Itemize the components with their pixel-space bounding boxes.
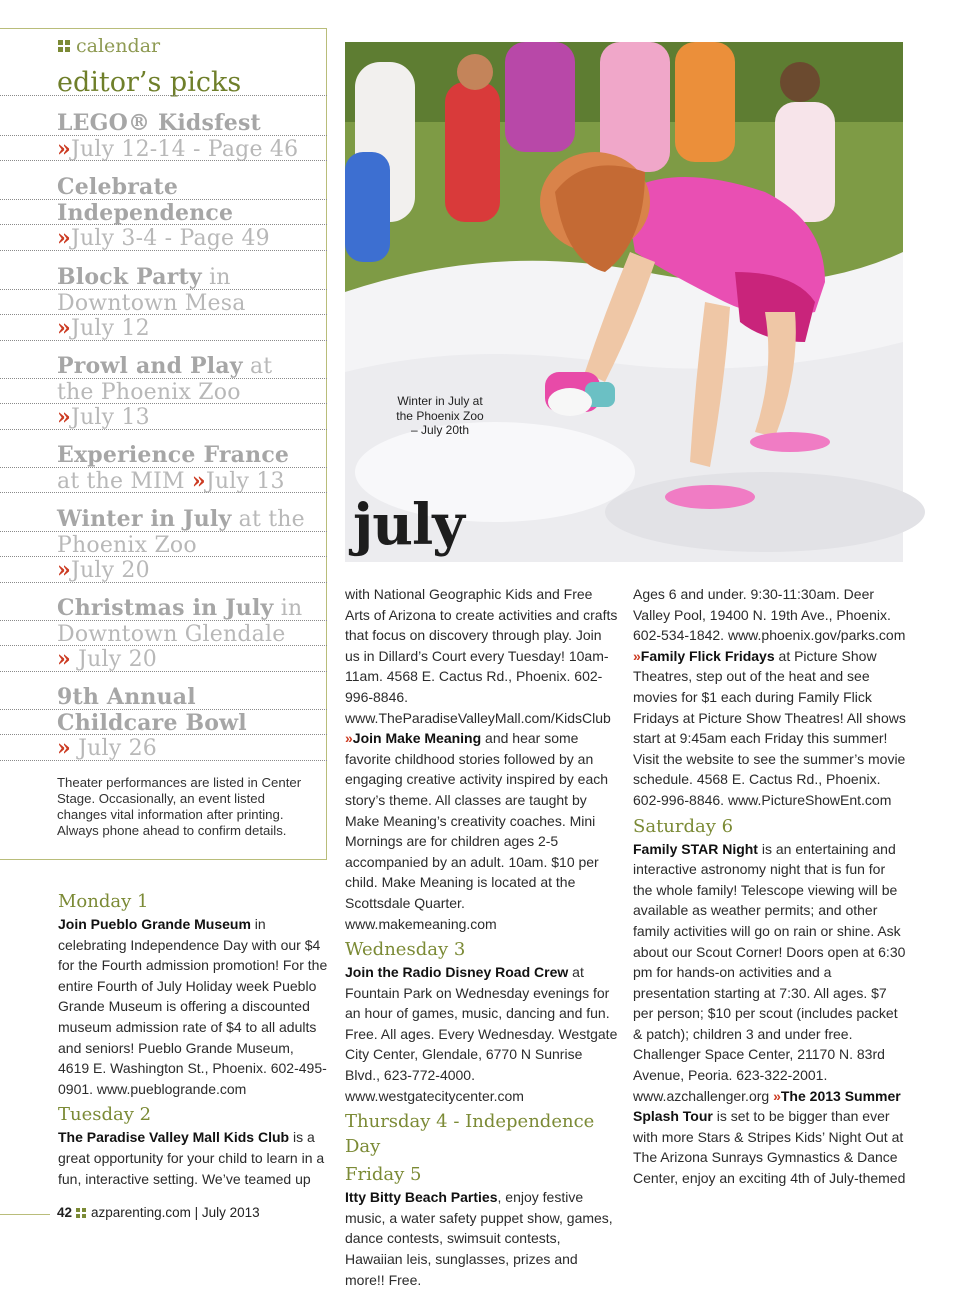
pick-item bbox=[57, 265, 246, 342]
chevron-icon: » bbox=[57, 646, 71, 672]
pick-line bbox=[57, 201, 270, 227]
pick-line bbox=[57, 226, 270, 252]
page-footer bbox=[0, 1205, 260, 1225]
pick-title: Celebrate bbox=[57, 174, 179, 200]
pick-line bbox=[57, 647, 302, 673]
dotted-rule bbox=[0, 95, 327, 96]
day-heading: Friday 5 bbox=[345, 1164, 422, 1186]
pick-text: at the bbox=[231, 507, 305, 532]
event-title: The 2013 Summer Splash Tour bbox=[633, 1087, 901, 1125]
pick-item bbox=[57, 596, 302, 673]
chevron-icon: » bbox=[57, 135, 71, 162]
day-heading: Saturday 6 bbox=[633, 815, 734, 837]
chevron-icon: » bbox=[57, 315, 71, 341]
event-text: at Fountain Park on Wednesday evenings for an hour of games, music, dancing and fun. Free. All ages. Every Wednesday. Westgate City Center, Glendale, 6770 N Sunrise Blvd., 623-772-4000. www.westgatecitycenter.com bbox=[345, 964, 618, 1104]
column-left bbox=[58, 886, 328, 1189]
pick-line bbox=[57, 405, 272, 431]
dotted-rule bbox=[0, 582, 327, 583]
dotted-rule bbox=[0, 734, 327, 735]
event-paragraph bbox=[345, 962, 620, 1106]
footer-rule bbox=[0, 1214, 50, 1215]
event-paragraph bbox=[633, 584, 908, 811]
dotted-rule bbox=[0, 671, 327, 672]
event-paragraph bbox=[58, 914, 328, 1099]
chevron-icon: » bbox=[773, 1087, 781, 1104]
event-title: The Paradise Valley Mall Kids Club bbox=[58, 1129, 290, 1146]
event-text: in celebrating Independence Day with our $4 for the Fourth admission promotion! For the entire Fourth of July Holiday week Pueblo Grande Museum is offering a discounted museum admission rate of $4 to all adults and seniors! Pueblo Grande Museum, 4619 E. Washington St., Phoenix. 602-495-0901. www.pueblogrande.com bbox=[58, 916, 328, 1097]
pick-line bbox=[57, 354, 272, 380]
footer-text bbox=[57, 1205, 260, 1220]
chevron-icon: » bbox=[345, 730, 353, 747]
pick-text: July 3-4 - Page 49 bbox=[70, 226, 270, 251]
event-paragraph bbox=[345, 1187, 620, 1290]
dotted-rule bbox=[0, 403, 327, 404]
pick-line bbox=[57, 291, 246, 317]
chevron-icon: » bbox=[57, 735, 71, 761]
dotted-rule bbox=[0, 645, 327, 646]
chevron-icon: » bbox=[633, 647, 641, 664]
july-heading: july bbox=[353, 492, 464, 558]
pick-line bbox=[57, 736, 247, 762]
day-heading: Thursday 4 - Independence Day bbox=[345, 1111, 595, 1158]
event-paragraph bbox=[633, 839, 908, 1189]
event-text: and hear some favorite childhood stories followed by an engaging creative activity inspired by each story’s theme. All classes are taught by Make Meaning’s creativity coaches. Mini Mornings are for children ages 2-5 accompanied by an adult. 10am. $10 per child. Make Meaning is located at the Scottsdale Quarter. www.makemeaning.com bbox=[345, 730, 609, 932]
chevron-icon: » bbox=[57, 557, 71, 583]
hero-photo bbox=[345, 42, 903, 562]
pick-line bbox=[57, 596, 302, 622]
event-text: at Picture Show Theatres, step out of the heat and see movies for $1 each during Family Flick Fridays at Picture Show Theatres! All shows start at 9:45am each Friday this summer! Visit the website to see the summer’s movie schedule. 4568 E. Cactus Rd., Phoenix. 602-996-8846. www.PictureShowEnt.com bbox=[633, 647, 906, 808]
pick-title: Block Party bbox=[57, 264, 202, 290]
pick-text: July 26 bbox=[70, 736, 157, 761]
pick-item bbox=[57, 111, 298, 162]
pick-item bbox=[57, 443, 289, 494]
pick-item bbox=[57, 685, 247, 762]
pick-line bbox=[57, 685, 247, 711]
pick-text: the Phoenix Zoo bbox=[57, 379, 241, 405]
pick-line bbox=[57, 469, 289, 495]
pick-date: July 13 bbox=[205, 468, 285, 494]
event-title: Join Pueblo Grande Museum bbox=[58, 916, 251, 932]
calendar-header bbox=[58, 35, 160, 57]
pick-title: 9th Annual bbox=[57, 684, 196, 710]
editors-picks-sidebar bbox=[0, 28, 327, 860]
pick-line bbox=[57, 533, 305, 559]
photo-caption: Winter in July at the Phoenix Zoo – July 20th bbox=[396, 394, 484, 437]
pick-item bbox=[57, 175, 270, 252]
pick-title: Christmas in July bbox=[57, 595, 274, 621]
event-title: Family STAR Night bbox=[633, 840, 758, 857]
pick-text: July 20 bbox=[70, 647, 157, 672]
event-paragraph bbox=[58, 1127, 328, 1189]
pick-line bbox=[57, 175, 270, 201]
pick-text: July 13 bbox=[70, 405, 150, 430]
calendar-label: calendar bbox=[76, 35, 161, 57]
dotted-rule bbox=[0, 340, 327, 341]
pick-line bbox=[57, 443, 289, 469]
pick-line bbox=[57, 111, 298, 137]
pick-title: LEGO® Kidsfest bbox=[57, 110, 261, 136]
dotted-rule bbox=[0, 467, 327, 468]
chevron-icon: » bbox=[191, 467, 206, 494]
dotted-rule bbox=[0, 135, 327, 136]
chevron-icon: » bbox=[57, 404, 71, 430]
pick-text: at the MIM bbox=[57, 468, 192, 494]
day-heading: Tuesday 2 bbox=[58, 1104, 152, 1126]
dotted-rule bbox=[0, 224, 327, 225]
event-paragraph bbox=[345, 584, 620, 934]
pick-line bbox=[57, 137, 298, 163]
pick-text: July 20 bbox=[70, 558, 150, 583]
pick-title: Winter in July bbox=[57, 506, 232, 532]
pick-text: Phoenix Zoo bbox=[57, 532, 197, 558]
event-text: , enjoy festive music, a water safety puppet show, games, dance contests, swimsuit contests, Hawaiian leis, sunglasses, prizes and more!! Free. bbox=[345, 1189, 613, 1288]
event-title: Join Make Meaning bbox=[352, 730, 482, 747]
event-title: Itty Bitty Beach Parties bbox=[345, 1189, 498, 1206]
day-heading: Monday 1 bbox=[58, 891, 149, 912]
dotted-rule bbox=[0, 620, 327, 621]
column-middle bbox=[345, 584, 620, 1290]
squares-icon bbox=[76, 1208, 86, 1218]
dotted-rule bbox=[0, 199, 327, 200]
pick-text: July 12-14 - Page 46 bbox=[70, 136, 299, 162]
pick-title: Childcare Bowl bbox=[57, 709, 247, 736]
page-number: 42 bbox=[57, 1205, 73, 1220]
kids-in-snow-image bbox=[345, 42, 903, 562]
squares-icon bbox=[58, 40, 70, 52]
dotted-rule bbox=[0, 709, 327, 710]
day-heading: Wednesday 3 bbox=[345, 939, 466, 961]
event-text: Ages 6 and under. 9:30-11:30am. Deer Valley Pool, 19400 N. 19th Ave., Phoenix. 602-534-1842. www.phoenix.gov/parks.com bbox=[633, 586, 906, 644]
dotted-rule bbox=[0, 250, 327, 251]
event-text: with National Geographic Kids and Free Arts of Arizona to create activities and crafts that focus on discovery through play. Join us in Dillard’s Court every Tuesday! 10am-11am. 4568 E. Cactus Rd., Phoenix. 602-996-8846. www.TheParadiseValleyMall.com/KidsClub bbox=[345, 586, 618, 726]
dotted-rule bbox=[0, 314, 327, 315]
pick-title: Independence bbox=[57, 199, 234, 226]
pick-item bbox=[57, 354, 272, 431]
pick-text: Downtown Mesa bbox=[57, 290, 246, 316]
sidebar-title: editor’s picks bbox=[57, 67, 242, 98]
dotted-rule bbox=[0, 531, 327, 532]
pick-text: in bbox=[273, 596, 303, 621]
pick-text: at bbox=[242, 354, 273, 379]
pick-line bbox=[57, 507, 305, 533]
pick-title: Prowl and Play bbox=[57, 353, 243, 379]
dotted-rule bbox=[0, 289, 327, 290]
dotted-rule bbox=[0, 492, 327, 493]
event-text: is a great opportunity for your child to learn in a fun, interactive setting. We’ve teamed up bbox=[58, 1129, 325, 1187]
chevron-icon: » bbox=[57, 225, 71, 251]
pick-title: Experience France bbox=[57, 442, 290, 468]
pick-item bbox=[57, 507, 305, 584]
event-text: is set to be bigger than ever with more Stars & Stripes Kids’ Night Out at The Arizona Sunrays Gymnastics & Dance Center, enjoy an exciting 4th of July-themed bbox=[633, 1108, 906, 1187]
event-title: Family Flick Fridays bbox=[640, 647, 775, 664]
pick-line bbox=[57, 380, 272, 406]
pick-line bbox=[57, 316, 246, 342]
dotted-rule bbox=[0, 429, 327, 430]
pick-line bbox=[57, 622, 302, 648]
dotted-rule bbox=[0, 160, 327, 161]
pick-line bbox=[57, 558, 305, 584]
pick-text: July 12 bbox=[70, 316, 150, 341]
event-text: is an entertaining and interactive astronomy night that is fun for the whole family! Telescope viewing will be available as weather permits; and other family activities will go on rain or shine. Ask about our Scout Corner! Doors open at 6:30 pm for hands-on activities and a presentation starting at 7:30. All ages. $7 per person; $10 per scout (includes packet & patch); children 3 and under free. Challenger Space Center, 21170 N. 83rd Avenue, Peoria. 623-322-2001. www.azchallenger.org bbox=[633, 840, 906, 1104]
pick-line bbox=[57, 711, 247, 737]
footer-site[interactable]: azparenting.com | July 2013 bbox=[91, 1205, 260, 1220]
column-right bbox=[633, 584, 908, 1189]
dotted-rule bbox=[0, 760, 327, 761]
pick-text: in bbox=[201, 265, 231, 290]
dotted-rule bbox=[0, 378, 327, 379]
sidebar-note: Theater performances are listed in Center Stage. Occasionally, an event listed changes vital information after printing. Always phone ahead to confirm details. bbox=[57, 775, 302, 838]
pick-text: Downtown Glendale bbox=[57, 621, 286, 647]
dotted-rule bbox=[0, 556, 327, 557]
pick-line bbox=[57, 265, 246, 291]
event-title: Join the Radio Disney Road Crew bbox=[345, 964, 569, 981]
